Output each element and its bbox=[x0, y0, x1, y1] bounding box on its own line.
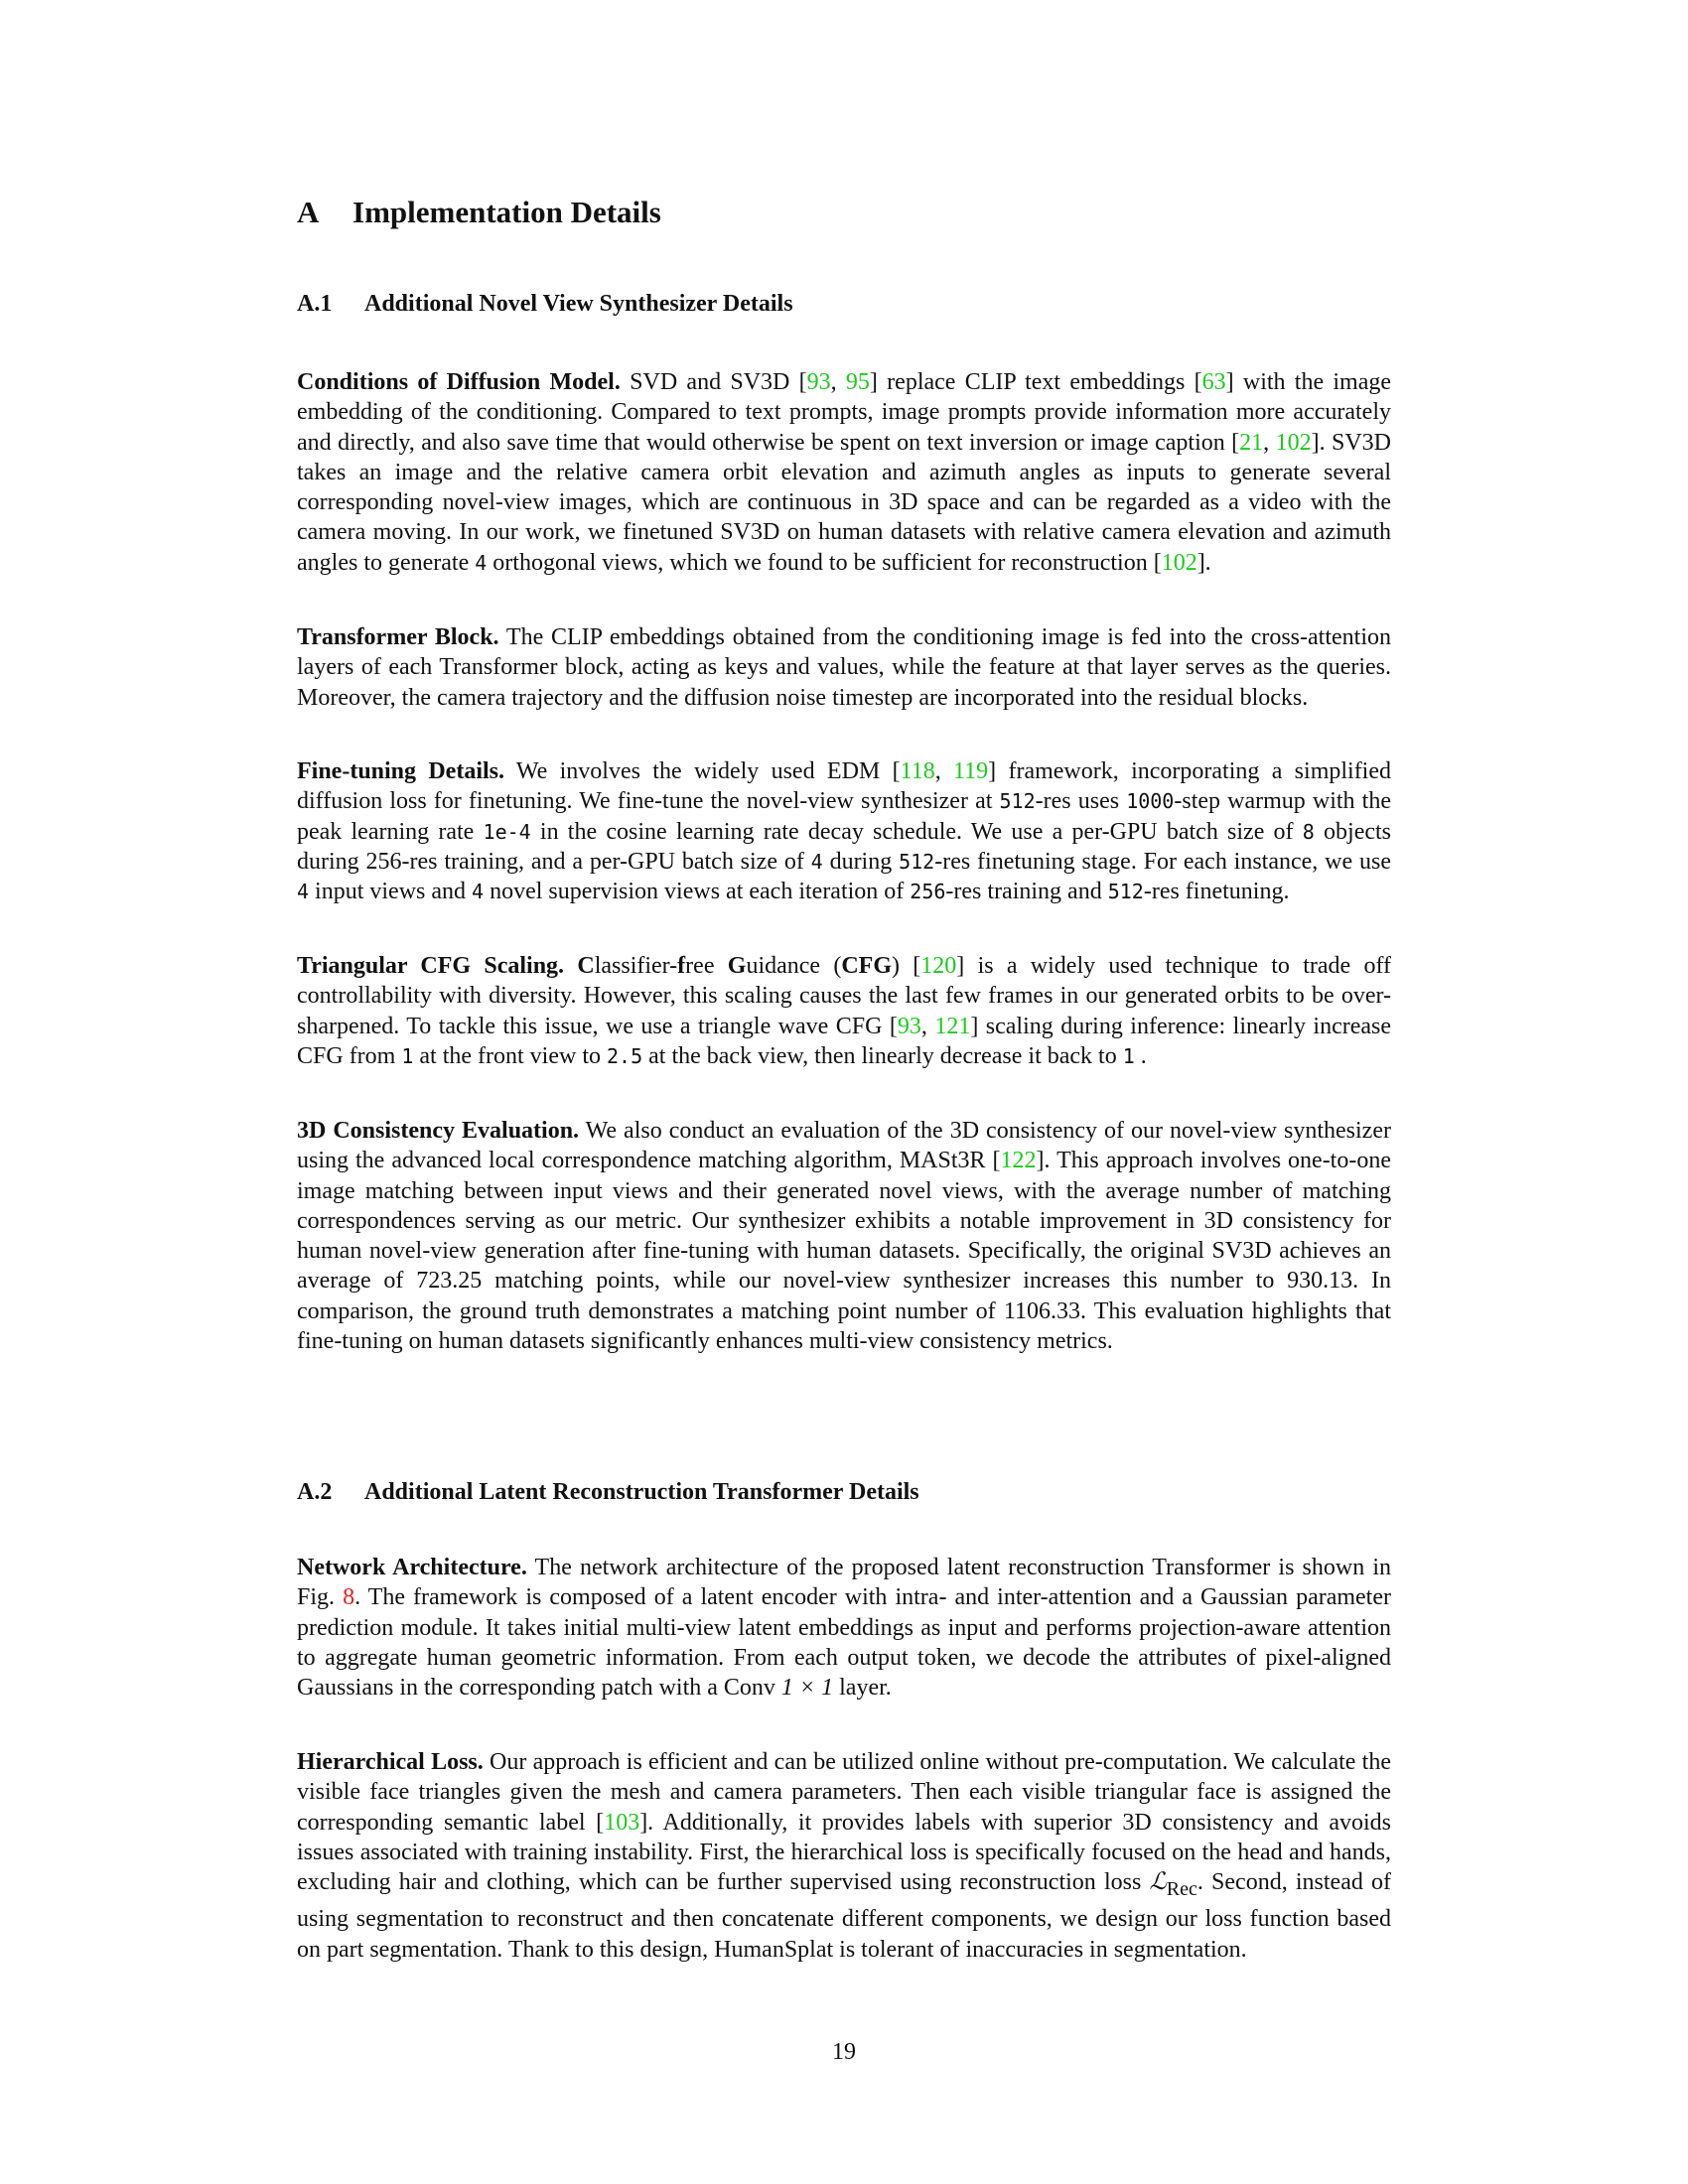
citation-link[interactable]: 120 bbox=[920, 953, 957, 979]
text: -res finetuning stage. For each instance, we use bbox=[934, 848, 1391, 875]
subsection-number: A.2 bbox=[297, 1479, 333, 1505]
text: . bbox=[1134, 1042, 1147, 1069]
text: , bbox=[1263, 429, 1276, 456]
section-heading bbox=[297, 195, 661, 230]
paragraph-transformer-block bbox=[297, 622, 1391, 713]
text: -res uses bbox=[1035, 788, 1127, 815]
text: objects during 256-res training, and a per-GPU batch size of bbox=[297, 818, 1392, 875]
figure-ref-link[interactable]: 8 bbox=[343, 1584, 355, 1611]
mono-value: 2.5 bbox=[607, 1043, 643, 1068]
text: layer. bbox=[833, 1675, 892, 1702]
citation-link[interactable]: 103 bbox=[604, 1809, 640, 1836]
subsection-number: A.1 bbox=[297, 291, 333, 317]
text: -res training and bbox=[945, 879, 1108, 905]
text: SVD and SV3D [ bbox=[630, 369, 807, 395]
citation-link[interactable]: 102 bbox=[1161, 549, 1197, 576]
text: ]. SV3D takes an image and the relative camera orbit elevation and azimuth angles as inputs to generate several corresponding novel-view images, which are continuous in 3D space and can be regarded as a video with the camera moving. In our work, we finetuned SV3D on human datasets with relative camera elevation and azimuth angles to generate bbox=[297, 429, 1392, 576]
bold-letter: f bbox=[677, 953, 686, 979]
text: We involves the widely used EDM [ bbox=[515, 758, 901, 784]
mono-value: 512 bbox=[999, 789, 1036, 814]
mono-value: 4 bbox=[475, 550, 488, 575]
text: in the cosine learning rate decay schedule. We use a per-GPU batch size of bbox=[530, 818, 1303, 845]
math-expression: 1 × 1 bbox=[780, 1675, 834, 1702]
mono-value: 1000 bbox=[1126, 789, 1175, 814]
paragraph-fine-tuning bbox=[297, 756, 1391, 906]
page-number: 19 bbox=[832, 2039, 856, 2065]
mono-value: 1 bbox=[401, 1043, 414, 1068]
citation-link[interactable]: 118 bbox=[900, 758, 935, 784]
text: . Second, instead of using segmentation to reconstruct and then concatenate different components, we design our loss function based on part segmentation. Thank to this design, HumanSplat is tolerant of inaccuracies in segmentation. bbox=[297, 1869, 1392, 1963]
mono-value: 512 bbox=[1107, 880, 1144, 904]
text: during bbox=[822, 848, 900, 875]
section-number: A bbox=[297, 195, 320, 229]
mono-value: 4 bbox=[297, 880, 310, 904]
citation-link[interactable]: 95 bbox=[845, 369, 870, 395]
paragraph-conditions bbox=[297, 367, 1391, 578]
paragraph-heading: 3D Consistency Evaluation. bbox=[297, 1118, 580, 1144]
citation-link[interactable]: 102 bbox=[1275, 429, 1312, 456]
bold-letter: G bbox=[727, 953, 747, 979]
paragraph-heading: Hierarchical Loss. bbox=[297, 1749, 484, 1775]
bold-acronym: CFG bbox=[841, 953, 893, 979]
paragraph-heading: Transformer Block. bbox=[297, 624, 499, 650]
text: -res finetuning. bbox=[1143, 879, 1290, 905]
subsection-heading-a2 bbox=[297, 1479, 919, 1506]
text: ] replace CLIP text embeddings [ bbox=[869, 369, 1202, 395]
citation-link[interactable]: 21 bbox=[1239, 429, 1264, 456]
mono-value: 1e-4 bbox=[483, 819, 531, 844]
text: ] with the image embedding of the conditioning. Compared to text prompts, image prompts provide information more accurately and directly, and also save time that would otherwise be spent on text inversion or image caption [ bbox=[297, 369, 1392, 456]
citation-link[interactable]: 121 bbox=[934, 1013, 971, 1039]
paragraph-heading: Fine-tuning Details. bbox=[297, 758, 505, 784]
text: ree bbox=[685, 953, 728, 979]
text: input views and bbox=[309, 879, 473, 905]
mono-value: 8 bbox=[1302, 819, 1315, 844]
text: , bbox=[920, 1013, 935, 1039]
paragraph-hierarchical-loss bbox=[297, 1747, 1391, 1965]
text: novel supervision views at each iteration of bbox=[484, 879, 911, 905]
mono-value: 4 bbox=[472, 880, 485, 904]
paragraph-triangular-cfg bbox=[297, 951, 1391, 1071]
text: ) [ bbox=[892, 953, 921, 979]
paragraph-heading: Triangular CFG Scaling. bbox=[297, 953, 565, 979]
math-subscript: Rec bbox=[1166, 1877, 1197, 1900]
text: ] scaling during inference: linearly increase CFG from bbox=[297, 1013, 1392, 1069]
mono-value: 256 bbox=[910, 880, 946, 904]
text: ]. This approach involves one-to-one image matching between input views and their generated novel views, with the average number of matching correspondences serving as our metric. Our synthesizer exhibits a notable improvement in 3D consistency for human novel-view generation after fine-tuning with human datasets. Specifically, the original SV3D achieves an average of 723.25 matching points, while our novel-view synthesizer increases this number to 930.13. In comparison, the ground truth demonstrates a matching point number of 1106.33. This evaluation highlights that fine-tuning on human datasets significantly enhances multi-view consistency metrics. bbox=[297, 1148, 1391, 1355]
citation-link[interactable]: 93 bbox=[897, 1013, 921, 1039]
mono-value: 1 bbox=[1122, 1043, 1135, 1068]
text: ] is a widely used technique to trade off controllability with diversity. However, this scaling causes the last few frames in our generated orbits to be over-sharpened. To tackle this issue, we use a triangle wave CFG [ bbox=[297, 953, 1392, 1039]
text: ] framework, incorporating a simplified diffusion loss for finetuning. We fine-tune the novel-view synthesizer at bbox=[297, 758, 1392, 815]
text: at the front view to bbox=[413, 1042, 608, 1069]
subsection-heading-a1 bbox=[297, 291, 793, 318]
bold-letter: C bbox=[577, 953, 595, 979]
mono-value: 4 bbox=[810, 849, 823, 874]
paragraph-network-architecture bbox=[297, 1553, 1391, 1703]
math-symbol: ℒ bbox=[1149, 1869, 1167, 1896]
text: lassifier- bbox=[594, 953, 678, 979]
text: , bbox=[934, 758, 954, 784]
paragraph-3d-consistency bbox=[297, 1116, 1391, 1356]
text: ]. Additionally, it provides labels with superior 3D consistency and avoids issues associated with training instability. First, the hierarchical loss is specifically focused on the head and hands, excluding hair and clothing, which can be further supervised using reconstruction loss bbox=[297, 1809, 1391, 1896]
text: orthogonal views, which we found to be sufficient for reconstruction [ bbox=[487, 549, 1162, 576]
section-title: Implementation Details bbox=[352, 195, 661, 229]
subsection-title: Additional Latent Reconstruction Transformer Details bbox=[364, 1479, 919, 1505]
citation-link[interactable]: 93 bbox=[806, 369, 831, 395]
text: Our approach is efficient and can be utilized online without pre-computation. We calculate the visible face triangles given the mesh and camera parameters. Then each visible triangular face is assigned the corresponding semantic label [ bbox=[297, 1749, 1391, 1836]
text: ]. bbox=[1196, 549, 1211, 576]
text: The network architecture of the proposed latent reconstruction Transformer is shown in Fig. bbox=[297, 1555, 1392, 1611]
citation-link[interactable]: 122 bbox=[1000, 1148, 1037, 1174]
paragraph-heading: Conditions of Diffusion Model. bbox=[297, 369, 621, 395]
citation-link[interactable]: 119 bbox=[953, 758, 989, 784]
paragraph-heading: Network Architecture. bbox=[297, 1555, 527, 1580]
text: uidance ( bbox=[746, 953, 842, 979]
text: The CLIP embeddings obtained from the conditioning image is fed into the cross-attention layers of each Transformer block, acting as keys and values, while the feature at that layer serves as the queries. Moreover, the camera trajectory and the diffusion noise timestep are incorporated into the residual blocks. bbox=[297, 624, 1391, 711]
text: -step warmup with the peak learning rate bbox=[297, 788, 1391, 845]
text: . The framework is composed of a latent encoder with intra- and inter-attention and a Gaussian parameter prediction module. It takes initial multi-view latent embeddings as input and performs projection-aware attention to aggregate human geometric information. From each output token, we decode the attributes of pixel-aligned Gaussians in the corresponding patch with a Conv bbox=[297, 1584, 1391, 1702]
text: We also conduct an evaluation of the 3D consistency of our novel-view synthesizer using the advanced local correspondence matching algorithm, MASt3R [ bbox=[297, 1118, 1391, 1174]
text: , bbox=[830, 369, 846, 395]
subsection-title: Additional Novel View Synthesizer Details bbox=[364, 291, 793, 317]
paper-page bbox=[297, 0, 1391, 2184]
text: at the back view, then linearly decrease it back to bbox=[642, 1042, 1123, 1069]
mono-value: 512 bbox=[899, 849, 935, 874]
citation-link[interactable]: 63 bbox=[1201, 369, 1226, 395]
